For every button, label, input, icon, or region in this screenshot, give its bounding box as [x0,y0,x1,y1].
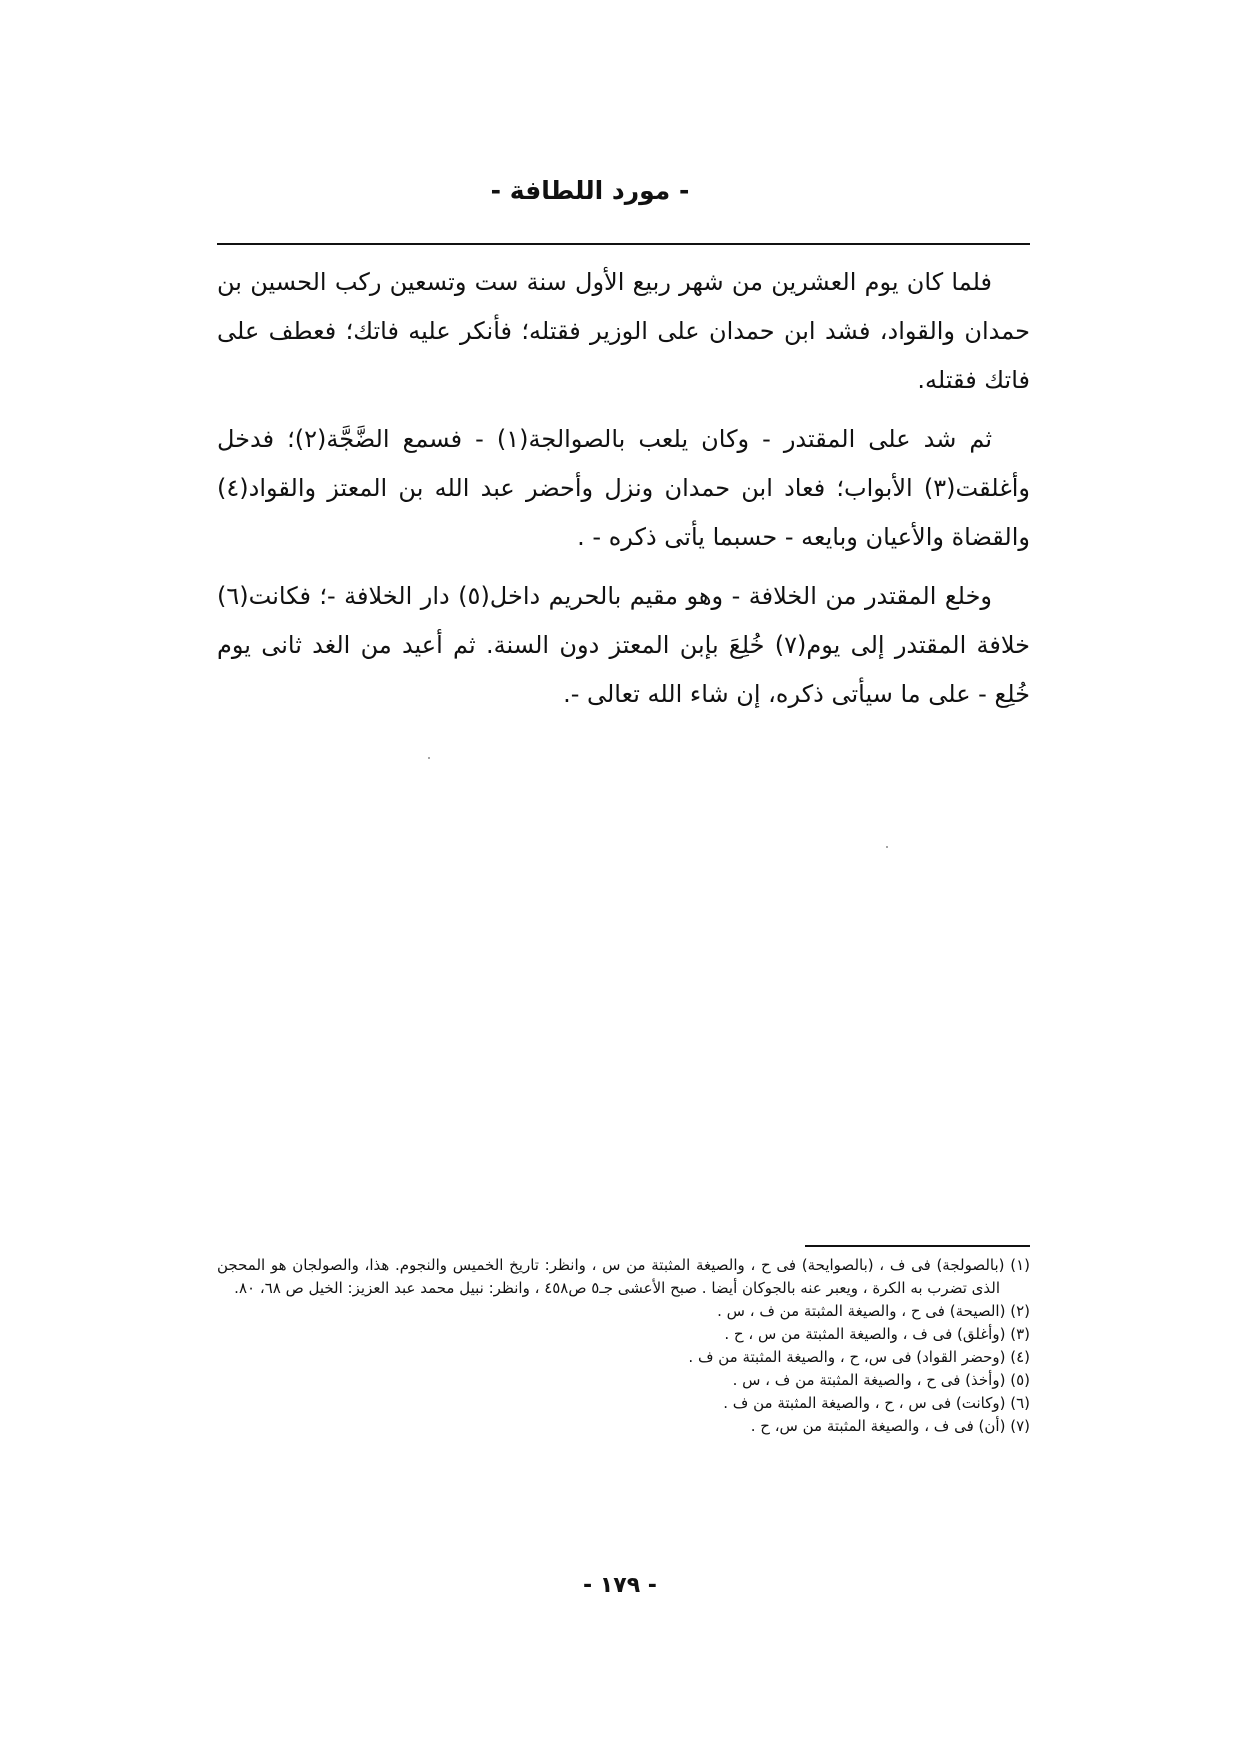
running-header-title: - مورد اللطافة - [490,176,690,205]
footnotes [217,1254,1030,1438]
header-rule [217,243,1030,245]
main-text [217,258,1030,729]
scan-speck [886,846,888,848]
footnote: (٢) (الصيحة) فى ح ، والصيغة المثبتة من ف ، س . [717,1302,1030,1320]
footnote: (٤) (وحضر القواد) فى س، ح ، والصيغة المثبتة من ف . [688,1348,1030,1366]
scan-speck [428,757,430,759]
footnote: (٦) (وكانت) فى س ، ح ، والصيغة المثبتة من ف . [723,1394,1030,1412]
footnote: (٥) (وأخذ) فى ح ، والصيغة المثبتة من ف ، س . [732,1371,1030,1389]
footnote: (٧) (أن) فى ف ، والصيغة المثبتة من س، ح . [750,1417,1030,1435]
footnote-separator [805,1245,1030,1247]
body-paragraph: وخلع المقتدر من الخلافة - وهو مقيم بالحريم داخل(٥) دار الخلافة -؛ فكانت(٦) خلافة المقتدر إلى يوم(٧) خُلِعَ بإبن المعتز دون السنة. ثم أعيد من الغد ثانى يوم خُلِع - على ما سيأتى ذكره، إن شاء الله تعالى -. [217,582,1031,708]
body-paragraph: ثم شد على المقتدر - وكان يلعب بالصوالجة(١) - فسمع الضَّجَّة(٢)؛ فدخل وأغلقت(٣) الأبواب؛ فعاد ابن حمدان ونزل وأحضر عبد الله بن المعتز والقواد(٤) والقضاة والأعيان وبايعه - حسبما يأتى ذكره - . [217,425,1030,551]
page-number: - ١٧٩ - [583,1573,657,1598]
footnote: (٣) (وأغلق) فى ف ، والصيغة المثبتة من س ، ح . [724,1325,1030,1343]
footnote: (١) (بالصولجة) فى ف ، (بالصوايحة) فى ح ، والصيغة المثبتة من س ، وانظر: تاريخ الخميس والنجوم. هذا، والصولجان هو المحجن الذى تضرب به الكرة ، ويعبر عنه بالجوكان أيضا . صبح الأعشى جـ٥ ص٤٥٨ ، وانظر: نبيل محمد عبد العزيز: الخيل ص ٦٨، ٨٠. [217,1256,1030,1297]
body-paragraph: فلما كان يوم العشرين من شهر ربيع الأول سنة ست وتسعين ركب الحسين بن حمدان والقواد، فشد ابن حمدان على الوزير فقتله؛ فأنكر عليه فاتك؛ فعطف على فاتك فقتله. [217,268,1030,394]
